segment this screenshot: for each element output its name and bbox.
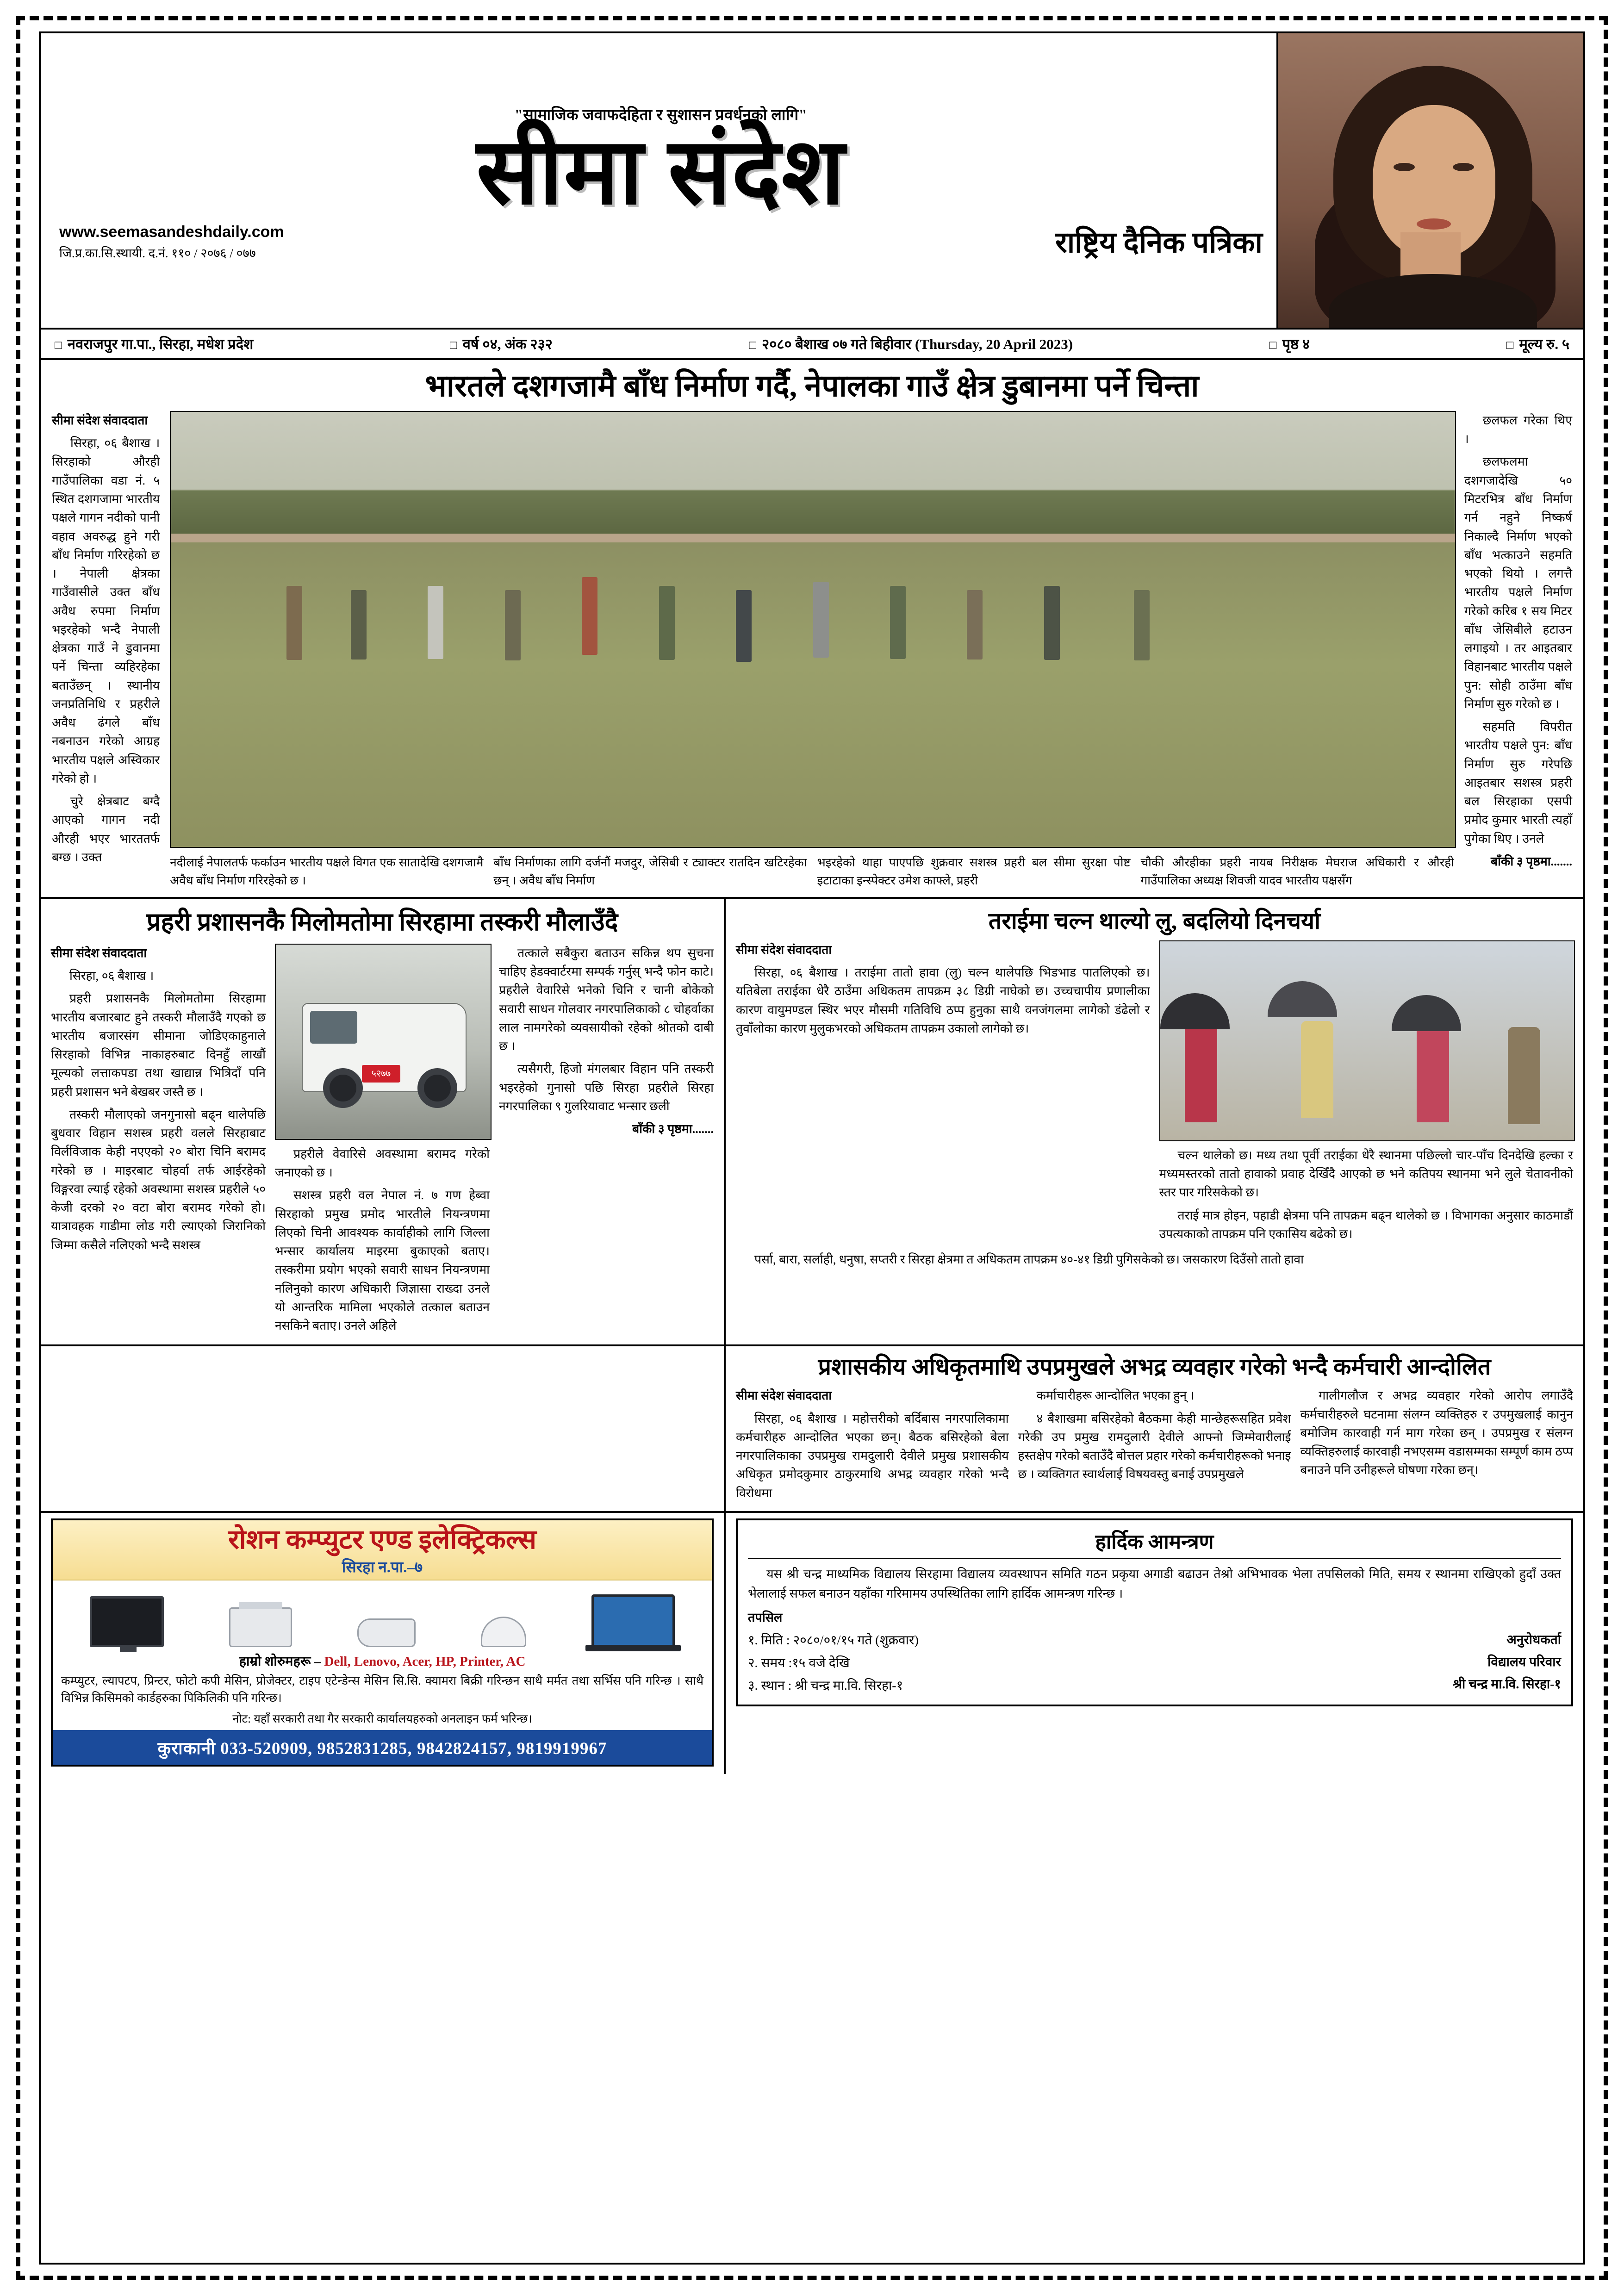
lead-caption-right-2: चौकी औरहीका प्रहरी नायब निरीक्षक मेघराज अधिकारी र औरही गाउँपालिका अध्यक्ष शिवजी यादव भारतीय पक्षसँग — [1140, 855, 1454, 887]
lead-column-right — [1464, 411, 1572, 890]
laptop-icon — [591, 1594, 675, 1647]
story-heatwave — [726, 899, 1583, 1344]
story-protest — [726, 1346, 1583, 1511]
story-heatwave-headline: तराईमा चल्न थाल्यो लु, बदलियो दिनचर्या — [988, 908, 1321, 934]
lead-byline: सीमा संदेश संवाददाता — [52, 413, 148, 427]
van-photo: ५२७७ — [275, 944, 492, 1140]
issue-info-bar — [41, 330, 1583, 360]
story-protest-p1: सिरहा, ०६ बैशाख । महोत्तरीको बर्दिबास नगरपालिकामा कर्मचारीहरु आन्दोलित भएका छन्। बैठक बसिरहेको बेला नगरपालिकाका उपप्रमुख रामदुलारी देवीले प्रमुख प्रशासकीय अधिकृत प्रमोदकुमार ठाकुरमाथि अभद्र व्यवहार गरेको भन्दै विरोधमा — [736, 1411, 1009, 1500]
portrait-illustration — [1278, 33, 1583, 328]
story-protest-headline: प्रशासकीय अधिकृतमाथि उपप्रमुखले अभद्र व्यवहार गरेको भन्दै कर्मचारी आन्दोलित — [818, 1354, 1491, 1380]
story-smuggling — [41, 899, 726, 1344]
masthead-subtitle: राष्ट्रिय दैनिक पत्रिका — [1055, 226, 1263, 259]
lead-para-2: चुरे क्षेत्रबाट बग्दै आएको गागन नदी औरही भएर भारततर्फ बग्छ । उक्त — [52, 794, 160, 865]
page-frame — [39, 31, 1585, 2265]
story-protest-col-2 — [1018, 1386, 1291, 1506]
info-volume: □ वर्ष ०४, अंक २३२ — [450, 334, 553, 354]
story-smuggling-headline: प्रहरी प्रशासनकै मिलोमतोमा सिरहामा तस्करी मौलाउँदै — [146, 908, 618, 936]
invitation-sign-org: विद्यालय परिवार — [1487, 1655, 1561, 1670]
lead-story — [41, 360, 1583, 899]
invitation-sign-role: अनुरोधकर्ता — [1506, 1633, 1561, 1648]
umbrella-photo — [1159, 940, 1575, 1141]
ad-phone-numbers[interactable]: कुराकानी 033-520909, 9852831285, 9842824157, 9819919967 — [53, 1730, 712, 1765]
ad-tagline: हाम्रो शोरुमहरू – — [239, 1654, 321, 1669]
invitation-sign-school: श्री चन्द्र मा.वि. सिरहा-१ — [1453, 1677, 1561, 1692]
invitation-signature — [1453, 1629, 1561, 1695]
ad-product-images — [53, 1580, 712, 1650]
invitation-notice — [736, 1518, 1573, 1707]
story-smuggling-p5: तत्काले सबैकुरा बताउन सकिन्न थप सुचना चाहिए हेडक्वार्टरमा सम्पर्क गर्नुस् भन्दै फोन काटे। प्रहरीले वेवारिसे भनेको चिनि र चानी बोकेको सवारी साधन गोलवार नगरपालिकाको ८ चोहर्वाका लाल नामगरेको व्यवसायीको रहेको श्रोतको दाबी छ । — [499, 946, 714, 1053]
advertisement-roshan-computer[interactable] — [51, 1518, 714, 1767]
story-heatwave-col-1 — [736, 940, 1150, 1247]
lower-left-spacer — [41, 1346, 726, 1511]
ad-brands: Dell, Lenovo, Acer, HP, Printer, AC — [324, 1654, 526, 1669]
story-smuggling-col-3 — [499, 944, 714, 1339]
lower-section — [41, 1346, 1583, 1513]
info-price: □ मूल्य रु. ५ — [1506, 334, 1569, 354]
masthead — [41, 33, 1583, 330]
lead-continued-note: बाँकी ३ पृष्ठमा....... — [1491, 854, 1573, 869]
invitation-title: हार्दिक आमन्त्रण — [748, 1527, 1561, 1559]
printer-icon — [229, 1607, 292, 1647]
ad-title: रोशन कम्प्युटर एण्ड इलेक्ट्रिकल्स — [228, 1524, 536, 1555]
lead-last-para-2: छलफलमा दशगजादेखि ५० मिटरभित्र बाँध निर्माण गर्न नहुने निष्कर्ष निकाल्दै निर्माण भएको बाँध भत्काउने सहमति भएको थियो । लगत्तै भारतीय पक्षले निर्माण गरेको करिब १ सय मिटर बाँध जेसिबीले हटाउन लगाइयो । तर आइतबार विहानबाट भारतीय पक्षले पुन: सोही ठाउँमा बाँध निर्माण सुरु गरेको छ । — [1464, 454, 1573, 711]
ad-note: नोट: यहाँ सरकारी तथा गैर सरकारी कार्यालयहरुको अनलाइन फर्म भरिन्छ। — [232, 1712, 532, 1725]
invitation-detail-list — [748, 1629, 919, 1697]
masthead-registration-number: जि.प्र.का.सि.स्थायी. द.नं. ११० / २०७६ / ०७७ — [59, 246, 256, 260]
monitor-icon — [90, 1596, 164, 1647]
story-heatwave-p1: सिरहा, ०६ बैशाख । तराईमा तातो हावा (लु) चल्न थालेपछि भिडभाड पातलिएको छ। यतिबेला तराईका धेरै ठाउँमा अधिकतम तापक्रम ३८ डिग्री नाघेको छ। उच्चचापीय प्रणालीका कारण वायुमण्डल स्थिर भएर मौसमी गतिविधि ठप्प हुनुका साथै वनजंगलमा लागेको डंढेलो र तुवाँलोका कारण मुलुकभरको अधिकतम तापक्रम उकालो लागेको छ। — [736, 965, 1150, 1035]
story-protest-col-3 — [1300, 1386, 1573, 1506]
story-protest-p2: कर्माचारीहरू आन्दोलित भएका हुन् । — [1036, 1388, 1195, 1403]
story-smuggling-p4: सशस्त्र प्रहरी वल नेपाल नं. ७ गण हेब्वा सिरहाको प्रमुख प्रमोद भारतीले नियन्त्रणमा लिएको चिनी आवश्यक कार्वाहीको लागि जिल्ला भन्सार कार्यालय माइरमा बुकाएको बताए। तस्करीमा प्रयोग भएको सवारी साधन नियन्त्रणमा नलिनुको कारण अधिकारी जिज्ञासा राख्दा उनले यो आन्तरिक मामिला भएकोले तत्काल बताउन नसकिने बताए। उनले अहिले — [275, 1188, 490, 1333]
story-protest-p3: ४ बैशाखमा बसिरहेको बैठकमा केही मान्छेहरूसहित प्रवेश गरेकी उप प्रमुख रामदुलारी देवीले आफ्नो जिम्मेवारीलाई हस्तक्षेप गरेको बताउँदै बोत्तल प्रहार गरेको कर्मचारीहरूको भनाइ छ । व्यक्तिगत स्वार्थलाई विषयवस्तु बनाई उपप्रमुखले — [1018, 1411, 1291, 1481]
ad-description: कम्प्युटर, ल्यापटप, प्रिन्टर, फोटो कपी मेसिन, प्रोजेक्टर, टाइप एटेन्डेन्स मेसिन सि.सि. क्यामरा बिक्री गरिन्छन साथै मर्मत तथा सर्भिस पनि गरिन्छ । साथै विभिन्न किसिमको कार्डहरुका पिकिलिकी पनि गरिन्छ। — [61, 1674, 703, 1705]
masthead-portrait-photo — [1276, 33, 1583, 328]
dome-camera-icon — [481, 1617, 526, 1647]
story-heatwave-col-2 — [1159, 940, 1574, 1247]
invitation-area — [726, 1513, 1583, 1774]
info-pages: □ पृष्ठ ४ — [1269, 334, 1310, 354]
masthead-tagline: "सामाजिक जवाफदेहिता र सुशासन प्रवर्धनको लागि" — [514, 107, 808, 124]
story-smuggling-p3: प्रहरीले वेवारिसे अवस्थामा बरामद गरेको जनाएको छ । — [275, 1146, 490, 1179]
story-smuggling-p6: त्यसैगरी, हिजो मंगलबार विहान पनि तस्करी भइरहेको गुनासो पछि सिरहा प्रहरीले सिरहा नगरपालिका ९ गुलरियावाट भन्सार छली — [499, 1062, 714, 1113]
lead-para-1: सिरहा, ०६ बैशाख । सिरहाको औरही गाउँपालिका वडा नं. ५ स्थित दशगजामा भारतीय पक्षले गागन नदीको पानी वहाव अवरुद्ध हुने गरी बाँध निर्माण गरिरहेको छ । नेपाली क्षेत्रका गाउँवासीले उक्त बाँध अवैध रुपमा निर्माण भइरहेको भन्दै नेपाली क्षेत्रका गाउँ ने डुवानमा पर्ने चिन्ता व्यहिरहेका बताउँछन् । स्थानीय जनप्रतिनिधि र प्रहरीले अवैध ढंगले बाँध नबनाउन गरेको आग्रह भारतीय पक्षले अस्विकार गरेको हो । — [52, 436, 160, 785]
story-smuggling-col-2 — [275, 944, 490, 1339]
story-smuggling-byline: सीमा संदेश संवाददाता — [51, 946, 147, 960]
invitation-body: यस श्री चन्द्र माध्यमिक विद्यालय सिरहामा विद्यालय व्यवस्थापन समिति गठन प्रकृया अगाडी बढाउन तेश्रो अभिभावक भेला तपसिलको मिति, समय र स्थानमा राखिएको हुदाँ उक्त भेलालाई सफल बनाउन यहाँका गरिमामय उपस्थितिका लागि हार्दिक आमन्त्रण गरिन्छ । — [748, 1567, 1561, 1600]
story-heatwave-p3: तराई मात्र होइन, पहाडी क्षेत्रमा पनि तापक्रम बढ्न थालेको छ । विभागका अनुसार काठमाडौं उपत्यकाको तापक्रम पनि एकासिय बढेको छ। — [1159, 1208, 1573, 1241]
invitation-detail-date: १. मिति : २०८०/०१/१५ गते (शुक्रवार) — [748, 1633, 919, 1648]
story-smuggling-dateline: सिरहा, ०६ बैशाख । — [69, 968, 154, 983]
invitation-detail-venue: ३. स्थान : श्री चन्द्र मा.वि. सिरहा-१ — [748, 1679, 903, 1693]
story-smuggling-continued: बाँकी ३ पृष्ठमा....... — [632, 1122, 714, 1136]
lead-last-para-3: सहमति विपरीत भारतीय पक्षले पुन: बाँध निर्माण सुरु गरेपछि आइतबार सशस्त्र प्रहरी बल सिरहाका एसपी प्रमोद कुमार भारती त्यहाँ पुगेका थिए । उनले — [1464, 720, 1573, 846]
lead-photo — [170, 411, 1456, 848]
lead-last-para-1: छलफल गरेका थिए । — [1464, 413, 1573, 446]
lead-caption-right: भइरहेको थाहा पाएपछि शुक्रवार सशस्त्र प्रहरी बल सीमा सुरक्षा पोष्ट इटाटाका इन्स्पेक्टर उमेश काफ्ले, प्रहरी — [817, 855, 1131, 887]
story-heatwave-byline: सीमा संदेश संवाददाता — [736, 942, 832, 957]
page-title: सीमा संदेश — [476, 121, 846, 224]
story-smuggling-p1: प्रहरी प्रशासनकै मिलोमतोमा सिरहामा भारतीय बजारबाट हुने तस्करी मौलाउँदै गएको छ भारतीय बजारसंग सीमाना जोडिएकाहुनाले सिरहाको विभिन्न नाकाहरुबाट दिनहुँ लाखौं मूल्यको लत्ताकपडा तथा खाद्यान्न भित्रिदाँ पनि प्रहरी प्रशासन भने बेखबर जस्तै छ । — [51, 991, 266, 1099]
lead-column-left — [52, 411, 160, 890]
cctv-camera-icon — [357, 1618, 416, 1647]
story-protest-byline: सीमा संदेश संवाददाता — [736, 1388, 832, 1403]
lead-caption-left: नदीलाई नेपालतर्फ फर्काउन भारतीय पक्षले विगत एक सातादेखि दशगजामै अवैध बाँध निर्माण गरिरहेको छ । — [170, 855, 484, 887]
advertisement-area — [41, 1513, 726, 1774]
invitation-detail-time: २. समय :१५ वजे देखि — [748, 1656, 850, 1671]
lead-headline: भारतले दशगजामै बाँध निर्माण गर्दै, नेपालका गाउँ क्षेत्र डुबानमा पर्ने चिन्ता — [425, 369, 1199, 403]
story-heatwave-caption: पर्सा, बारा, सर्लाही, धनुषा, सप्तरी र सिरहा क्षेत्रमा त अधिकतम तापक्रम ४०-४१ डिग्री पुगिसकेको छ। जसकारण दिउँसो तातो हावा — [754, 1252, 1304, 1267]
masthead-website[interactable]: www.seemasandeshdaily.com — [59, 223, 284, 241]
story-smuggling-col-1 — [51, 944, 266, 1339]
invitation-details-label: तपसिल — [748, 1610, 783, 1624]
lead-photo-block — [170, 411, 1454, 890]
middle-section — [41, 899, 1583, 1346]
masthead-text-block — [41, 33, 1276, 328]
info-date: □ २०८० बैशाख ०७ गते बिहीवार (Thursday, 20 April 2023) — [749, 334, 1073, 354]
story-protest-col-1 — [736, 1386, 1009, 1506]
story-protest-p4: गालीगलौज र अभद्र व्यवहार गरेको आरोप लगाउँदै कर्मचारीहरुले घटनामा संलग्न व्यक्तिहरु र उपमुखलाई कानुन बमोजिम कारवाही गर्न माग गरेका छन् । उपप्रमुख र संलग्न व्यक्तिहरुलाई कारवाही नभएसम्म वडासम्मका सम्पूर्ण काम ठप्प बनाउने पनि उनीहरूले घोषणा गरेका छन्। — [1300, 1388, 1574, 1477]
story-smuggling-p2: तस्करी मौलाएको जनगुनासो बढ्न थालेपछि बुधवार विहान सशस्त्र प्रहरी वलले सिरहाबाट विर्लविजाक केही नएएको २० बोरा चिनि बरामद गरेको छ । माइरबाट चोहर्वा तर्फ आईरहेको विङ्गरवा ल्याई रहेको अवस्थामा सशस्त्र प्रहरीले ५० केजी दरको २० वटा बोरा बरामद गरेको हो। यात्रावहक गाडीमा लोड गरी ल्याएको जिरानिको जिम्मा कसैले नलिएको भन्दै सशस्त्र — [51, 1107, 266, 1252]
bottom-section — [41, 1513, 1583, 1774]
ad-subtitle: सिरहा न.पा.–७ — [342, 1559, 423, 1576]
story-heatwave-p2: चल्न थालेको छ। मध्य तथा पूर्वी तराईका धेरै स्थानमा पछिल्लो चार-पाँच दिनदेखि हल्का र मध्यमस्तरको तातो हावाको प्रवाह देखिँदै आएको छ भने कतिपय स्थानमा भने लुले चेतावनीको स्तर पार गरिसकेको छ। — [1159, 1148, 1573, 1200]
lead-caption-middle: बाँध निर्माणका लागि दर्जनौं मजदुर, जेसिबी र ट्याक्टर रातदिन खटिरहेका छन् । अवैध बाँध निर्माण — [493, 855, 807, 887]
info-place: □ नवराजपुर गा.पा., सिरहा, मधेश प्रदेश — [55, 334, 253, 354]
